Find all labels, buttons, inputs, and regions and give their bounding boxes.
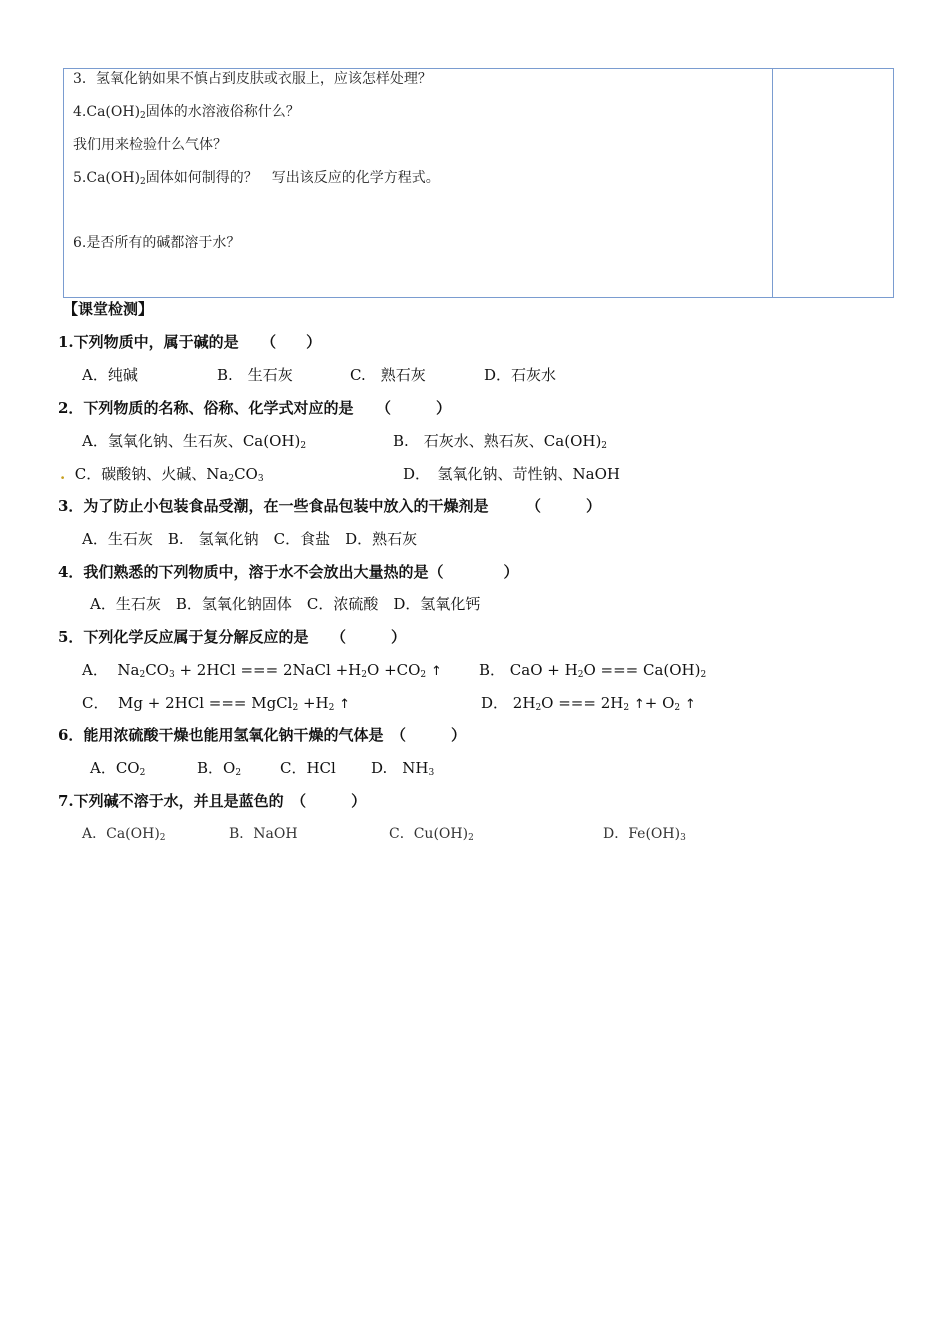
quiz-q6-option-c: C．HCl — [280, 759, 336, 777]
quiz-q2-stem: 2．下列物质的名称、俗称、化学式对应的是 （ ） — [58, 399, 451, 417]
quiz-q1-option-b: B. 生石灰 — [217, 366, 293, 384]
quiz-q6-option-a: A．$CO_2$ — [90, 759, 146, 778]
table-question-6: 6.是否所有的碱都溶于水？ — [73, 235, 241, 251]
quiz-q3-options: A．生石灰 B. 氢氧化钠 C．食盐 D．熟石灰 — [82, 530, 418, 548]
quiz-q6-stem: 6．能用浓硫酸干燥也能用氢氧化钠干燥的气体是 （ ） — [58, 726, 466, 744]
quiz-q7-option-a: A．$Ca(OH)_2$ — [82, 826, 166, 843]
quiz-q2-option-a: A．氢氧化钠、生石灰、$Ca(OH)_2$ — [82, 432, 307, 451]
quiz-q1-option-a: A．纯碱 — [82, 366, 138, 384]
table-question-3: 3．氢氧化钠如果不慎占到皮肤或衣服上，应该怎样处理？ — [73, 71, 432, 87]
quiz-q2-option-d: D． 氢氧化钠、苛性钠、NaOH — [403, 465, 620, 483]
quiz-q7-option-c: C．$Cu(OH)_2$ — [389, 826, 474, 843]
up-arrow-icon: ↑ — [430, 664, 442, 679]
up-arrow-icon: ↑ — [339, 697, 351, 712]
quiz-q2-option-c: . C．碳酸钠、火碱、$Na_2CO_3$ — [60, 465, 264, 484]
up-arrow-icon: ↑ — [684, 697, 696, 712]
quiz-q6-option-d: D. $NH_3$ — [371, 759, 435, 778]
quiz-q6-option-b: B．$O_2$ — [197, 759, 242, 778]
table-question-5: $5.Ca(OH)_2$固体如何制得的？ 写出该反应的化学方程式。 — [73, 170, 440, 187]
mark-dot: . — [60, 465, 66, 483]
table-question-4b: 我们用来检验什么气体？ — [73, 137, 227, 153]
quiz-q5-option-b: B． CaO + $H_2O$ === $Ca(OH)_2$ — [479, 661, 707, 680]
quiz-q4-stem: 4．我们熟悉的下列物质中，溶于水不会放出大量热的是（ ） — [58, 563, 519, 581]
quiz-q2-option-b: B. 石灰水、熟石灰、$Ca(OH)_2$ — [393, 432, 608, 451]
quiz-q5-option-c: C． Mg + 2HCl === MgCl$_2$ $+H_2$ ↑ — [82, 694, 351, 713]
quiz-q7-option-b: B．NaOH — [229, 826, 298, 842]
quiz-q1-option-c: C. 熟石灰 — [350, 366, 426, 384]
quiz-q4-options: A．生石灰 B．氢氧化钠固体 C．浓硫酸 D．氢氧化钙 — [90, 595, 481, 613]
quiz-q7-option-d: D．$Fe(OH)_3$ — [603, 826, 686, 843]
quiz-q1-option-d: D．石灰水 — [484, 366, 557, 384]
table-column-divider — [772, 68, 773, 298]
quiz-q5-option-a: A． $Na_2CO_3 + 2HCl$ === 2NaCl $+H_2O +CO_2$ ↑ — [82, 661, 442, 680]
quiz-q3-stem: 3．为了防止小包装食品受潮，在一些食品包装中放入的干燥剂是 （ ） — [58, 497, 601, 515]
table-question-4: $4.Ca(OH)_2$固体的水溶液俗称什么？ — [73, 104, 300, 121]
quiz-q5-stem: 5．下列化学反应属于复分解反应的是 （ ） — [58, 628, 406, 646]
quiz-q5-option-d: D． $2H_2O$ === $2H_2$ ↑+ $O_2$ ↑ — [481, 694, 696, 713]
quiz-q7-stem: 7.下列碱不溶于水，并且是蓝色的 （ ） — [58, 792, 367, 810]
section-title: 【课堂检测】 — [63, 300, 154, 318]
up-arrow-icon: ↑ — [633, 697, 645, 712]
quiz-q1-stem: 1.下列物质中，属于碱的是 （ ） — [58, 333, 322, 351]
